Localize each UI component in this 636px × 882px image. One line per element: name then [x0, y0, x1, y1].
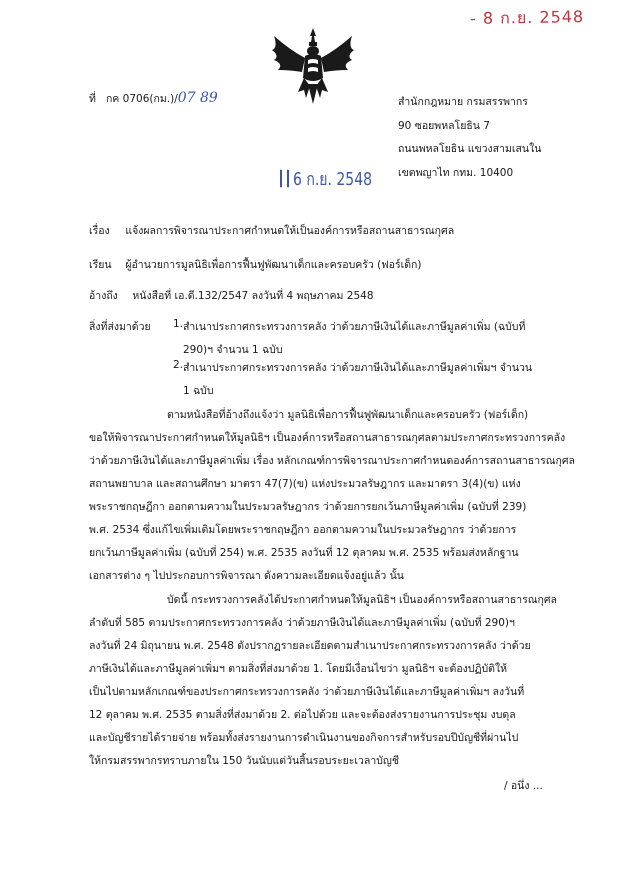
subject-text: แจ้งผลการพิจารณาประกาศกำหนดให้เป็นองค์การหรือสถานสาธารณกุศล	[125, 225, 455, 237]
doc-number-label: ที่	[89, 93, 96, 105]
paragraph-line: ว่าด้วยภาษีเงินได้และภาษีมูลค่าเพิ่ม เรื่อง หลักเกณฑ์การพิจารณาประกาศกำหนดองค์การสถานสาธารณกุศล	[89, 455, 575, 467]
date-stamp-top: - 8 ก.ย. 2548	[469, 7, 585, 28]
received-date-text: 6 ก.ย. 2548	[293, 169, 373, 190]
paragraph-line: ยกเว้นภาษีมูลค่าเพิ่ม (ฉบับที่ 254) พ.ศ. 2535 ลงวันที่ 12 ตุลาคม พ.ศ. 2535 พร้อมส่งหลักฐาน	[89, 547, 519, 559]
enclosure-line: 290)ฯ จำนวน 1 ฉบับ	[183, 344, 283, 356]
sender-address	[398, 91, 541, 185]
recipient-label: เรียน	[89, 259, 112, 271]
paragraph-line: พ.ศ. 2534 ซึ่งแก้ไขเพิ่มเติมโดยพระราชกฤษฎีกา ออกตามความในประมวลรัษฎากร ว่าด้วยการ	[89, 524, 517, 536]
body-paragraph-2	[89, 591, 557, 775]
subject-label: เรื่อง	[89, 225, 110, 237]
garuda-emblem	[268, 26, 358, 106]
reference-text: หนังสือที่ เอ.ดี.132/2547 ลงวันที่ 4 พฤษภาคม 2548	[132, 290, 374, 302]
paragraph-line: ภาษีเงินได้และภาษีมูลค่าเพิ่มฯ ตามสิ่งที่ส่งมาด้วย 1. โดยมีเงื่อนไขว่า มูลนิธิฯ จะต้องปฏิบัติให้	[89, 663, 508, 675]
enclosure-number: 2.	[173, 359, 184, 371]
enclosure-number: 1.	[173, 318, 184, 330]
enclosure-line: สำเนาประกาศกระทรวงการคลัง ว่าด้วยภาษีเงินได้และภาษีมูลค่าเพิ่มฯ จำนวน	[183, 362, 533, 374]
enclosure-line: 1 ฉบับ	[183, 385, 214, 397]
enclosure-line: สำเนาประกาศกระทรวงการคลัง ว่าด้วยภาษีเงินได้และภาษีมูลค่าเพิ่ม (ฉบับที่	[183, 321, 526, 333]
recipient-text: ผู้อำนวยการมูลนิธิเพื่อการฟื้นฟูพัฒนาเด็กและครอบครัว (ฟอร์เด็ก)	[125, 259, 422, 271]
paragraph-line: ขอให้พิจารณาประกาศกำหนดให้มูลนิธิฯ เป็นองค์การหรือสถานสาธารณกุศลตามประกาศกระทรวงการคลัง	[89, 432, 566, 444]
paragraph-line: ลำดับที่ 585 ตามประกาศกระทรวงการคลัง ว่าด้วยภาษีเงินได้และภาษีมูลค่าเพิ่ม (ฉบับที่ 290)ฯ	[89, 617, 515, 629]
paragraph-line: และบัญชีรายได้รายจ่าย พร้อมทั้งส่งรายงานการดำเนินงานของกิจการสำหรับรอบปีบัญชีที่ผ่านไป	[89, 732, 519, 744]
subject-line	[89, 222, 454, 239]
doc-number-handwritten: 07 89	[177, 90, 218, 106]
continuation-marker: / อนึ่ง ...	[504, 780, 543, 792]
paragraph-line: เอกสารต่าง ๆ ไปประกอบการพิจารณา ดังความละเอียดแจ้งอยู่แล้ว นั้น	[89, 570, 404, 582]
enclosures-label: สิ่งที่ส่งมาด้วย	[89, 321, 151, 333]
address-line: ถนนพหลโยธิน แขวงสามเสนใน	[398, 143, 542, 155]
doc-number-prefix: กค 0706(กม.)/	[105, 93, 178, 105]
reference-label: อ้างถึง	[89, 290, 118, 302]
received-date-stamp	[280, 166, 372, 194]
paragraph-line: เป็นไปตามหลักเกณฑ์ของประกาศกระทรวงการคลัง ว่าด้วยภาษีเงินได้และภาษีมูลค่าเพิ่มฯ ลงวันที่	[89, 686, 525, 698]
document-number	[89, 90, 218, 107]
paragraph-line: 12 ตุลาคม พ.ศ. 2535 ตามสิ่งที่ส่งมาด้วย 2. ต่อไปด้วย และจะต้องส่งรายงานการประชุม งบดุล	[89, 709, 516, 721]
body-paragraph-1	[89, 406, 575, 590]
address-line: เขตพญาไท กทม. 10400	[398, 166, 514, 179]
address-line: สำนักกฎหมาย กรมสรรพากร	[398, 96, 528, 108]
paragraph-line: ให้กรมสรรพากรทราบภายใน 150 วันนับแต่วันสิ้นรอบระยะเวลาบัญชี	[89, 755, 399, 767]
address-line: 90 ซอยพหลโยธิน 7	[398, 119, 490, 132]
recipient-line	[89, 256, 421, 273]
paragraph-line: สถานพยาบาล และสถานศึกษา มาตรา 47(7)(ข) แห่งประมวลรัษฎากร และมาตรา 3(4)(ข) แห่ง	[89, 478, 521, 490]
paragraph-line: พระราชกฤษฎีกา ออกตามความในประมวลรัษฎากร ว่าด้วยการยกเว้นภาษีมูลค่าเพิ่ม (ฉบับที่ 239)	[89, 501, 527, 513]
paragraph-line: ลงวันที่ 24 มิถุนายน พ.ศ. 2548 ดังปรากฏรายละเอียดตามสำเนาประกาศกระทรวงการคลัง ว่าด้วย	[89, 640, 531, 652]
paragraph-line: ตามหนังสือที่อ้างถึงแจ้งว่า มูลนิธิเพื่อการฟื้นฟูพัฒนาเด็กและครอบครัว (ฟอร์เด็ก)	[167, 409, 529, 421]
reference-line	[89, 287, 374, 304]
paragraph-line: บัดนี้ กระทรวงการคลังได้ประกาศกำหนดให้มูลนิธิฯ เป็นองค์การหรือสถานสาธารณกุศล	[167, 594, 557, 606]
stamp-mark	[280, 170, 289, 188]
